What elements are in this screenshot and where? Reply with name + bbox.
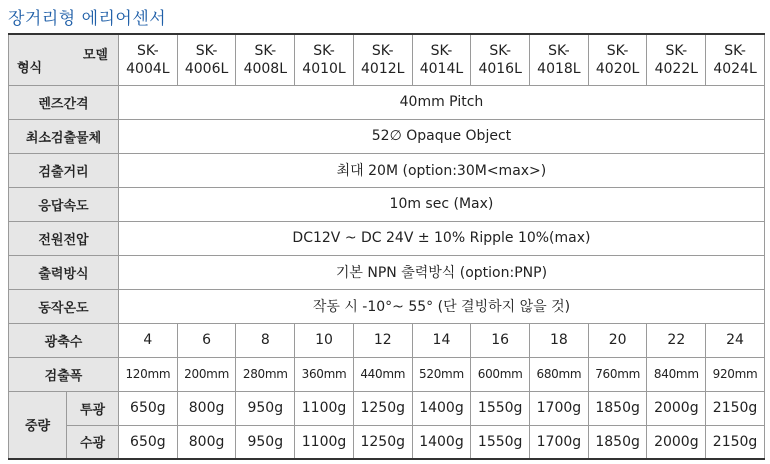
model-header-cell: [236, 34, 295, 85]
model-header-cell: [295, 34, 354, 85]
model-header-cell: [471, 34, 530, 85]
weight-row: [9, 425, 765, 459]
spec-table: [8, 33, 765, 460]
spec-row: [9, 85, 765, 119]
weight-value: 1250g: [353, 425, 412, 459]
detection-width-row-value: 360mm: [295, 357, 354, 391]
detection-width-row-value: 120mm: [119, 357, 178, 391]
model-name-part: 4016L: [478, 60, 522, 77]
weight-value: 1250g: [353, 391, 412, 425]
weight-value: 650g: [119, 425, 178, 459]
axis-count-row-label: 광축수: [9, 323, 119, 357]
model-name-part: 4024L: [713, 60, 757, 77]
model-name-part: 4022L: [654, 60, 699, 77]
spec-row-label: 검출거리: [9, 153, 119, 187]
model-name-part: 4020L: [595, 60, 640, 77]
model-name-part: SK-: [665, 42, 688, 59]
axis-count-row-value: 18: [530, 323, 589, 357]
spec-row: [9, 119, 765, 153]
weight-value: 2150g: [706, 391, 765, 425]
header-corner-cell: [9, 34, 119, 85]
spec-row: [9, 221, 765, 255]
detection-width-row-value: 200mm: [177, 357, 236, 391]
detection-width-row-value: 520mm: [412, 357, 471, 391]
corner-label-model: 모델: [82, 48, 108, 63]
detection-width-row-value: 920mm: [706, 357, 765, 391]
spec-row-value: 40mm Pitch: [119, 85, 765, 119]
model-name-part: SK-: [724, 42, 746, 59]
weight-value: 650g: [119, 391, 178, 425]
model-header-cell: [177, 34, 236, 85]
spec-row-value: 최대 20M (option:30M<max>): [119, 153, 765, 187]
weight-value: 2000g: [647, 391, 706, 425]
spec-row-value: 10m sec (Max): [119, 187, 765, 221]
axis-count-row-value: 10: [295, 323, 354, 357]
weight-row: [9, 391, 765, 425]
model-name-part: 4004L: [126, 60, 170, 77]
model-name-part: SK-: [606, 42, 629, 59]
detection-width-row-value: 600mm: [471, 357, 530, 391]
spec-row: [9, 153, 765, 187]
weight-sub-label: 투광: [67, 391, 119, 425]
page-title: 장거리형 에리어센서: [8, 9, 167, 29]
model-header-cell: [588, 34, 647, 85]
axis-count-row-value: 6: [177, 323, 236, 357]
axis-count-row-value: 12: [353, 323, 412, 357]
model-header-cell: [119, 34, 178, 85]
spec-row-label: 최소검출물체: [9, 119, 119, 153]
weight-value: 1550g: [471, 391, 530, 425]
axis-count-row-value: 4: [119, 323, 178, 357]
weight-value: 2000g: [647, 425, 706, 459]
weight-value: 1850g: [588, 425, 647, 459]
weight-value: 950g: [236, 391, 295, 425]
weight-value: 1850g: [588, 391, 647, 425]
model-name-part: 4010L: [302, 60, 346, 77]
model-name-part: SK-: [489, 42, 511, 59]
weight-value: 2150g: [706, 425, 765, 459]
axis-count-row-value: 14: [412, 323, 471, 357]
header-row: [9, 34, 765, 85]
corner-label-type: 형식: [17, 60, 43, 76]
detection-width-row-value: 280mm: [236, 357, 295, 391]
spec-row-value: DC12V ~ DC 24V ± 10% Ripple 10%(max): [119, 221, 765, 255]
weight-value: 800g: [177, 425, 236, 459]
model-name-part: SK-: [548, 42, 570, 59]
weight-value: 1550g: [471, 425, 530, 459]
weight-value: 1700g: [530, 425, 589, 459]
weight-value: 950g: [236, 425, 295, 459]
spec-row-value: 기본 NPN 출력방식 (option:PNP): [119, 255, 765, 289]
spec-row: [9, 289, 765, 323]
weight-value: 1100g: [295, 425, 354, 459]
model-header-cell: [353, 34, 412, 85]
model-name-part: 4008L: [243, 60, 288, 77]
spec-row-value: 52∅ Opaque Object: [119, 119, 765, 153]
weight-group-label: 중량: [9, 391, 67, 459]
detection-width-row-value: 760mm: [588, 357, 647, 391]
axis-count-row-value: 8: [236, 323, 295, 357]
weight-value: 1400g: [412, 425, 471, 459]
model-header-cell: [706, 34, 765, 85]
detection-width-row-value: 840mm: [647, 357, 706, 391]
spec-row-label: 출력방식: [9, 255, 119, 289]
weight-value: 1700g: [530, 391, 589, 425]
model-header-cell: [530, 34, 589, 85]
weight-value: 1400g: [412, 391, 471, 425]
spec-row-label: 렌즈간격: [9, 85, 119, 119]
model-name-part: SK-: [254, 42, 277, 59]
model-header-cell: [412, 34, 471, 85]
model-name-part: SK-: [195, 42, 218, 59]
spec-table-body: [9, 34, 765, 459]
detection-width-row-value: 680mm: [530, 357, 589, 391]
model-name-part: 4014L: [419, 60, 464, 77]
model-name-part: 4006L: [184, 60, 229, 77]
spec-row-value: 작동 시 -10°~ 55° (단 결빙하지 않을 것): [119, 289, 765, 323]
weight-sub-label: 수광: [67, 425, 119, 459]
weight-value: 800g: [177, 391, 236, 425]
model-name-part: 4018L: [537, 60, 581, 77]
model-name-part: 4012L: [361, 60, 405, 77]
axis-count-row-value: 20: [588, 323, 647, 357]
spec-row: [9, 255, 765, 289]
model-name-part: SK-: [137, 42, 159, 59]
spec-row-label: 동작온도: [9, 289, 119, 323]
detection-width-row: [9, 357, 765, 391]
spec-row-label: 응답속도: [9, 187, 119, 221]
axis-count-row-value: 24: [706, 323, 765, 357]
spec-row-label: 전원전압: [9, 221, 119, 255]
spec-row: [9, 187, 765, 221]
model-name-part: SK-: [371, 42, 394, 59]
model-header-cell: [647, 34, 706, 85]
weight-value: 1100g: [295, 391, 354, 425]
detection-width-row-label: 검출폭: [9, 357, 119, 391]
model-name-part: SK-: [313, 42, 335, 59]
axis-count-row-value: 16: [471, 323, 530, 357]
axis-count-row: [9, 323, 765, 357]
axis-count-row-value: 22: [647, 323, 706, 357]
model-name-part: SK-: [430, 42, 453, 59]
detection-width-row-value: 440mm: [353, 357, 412, 391]
